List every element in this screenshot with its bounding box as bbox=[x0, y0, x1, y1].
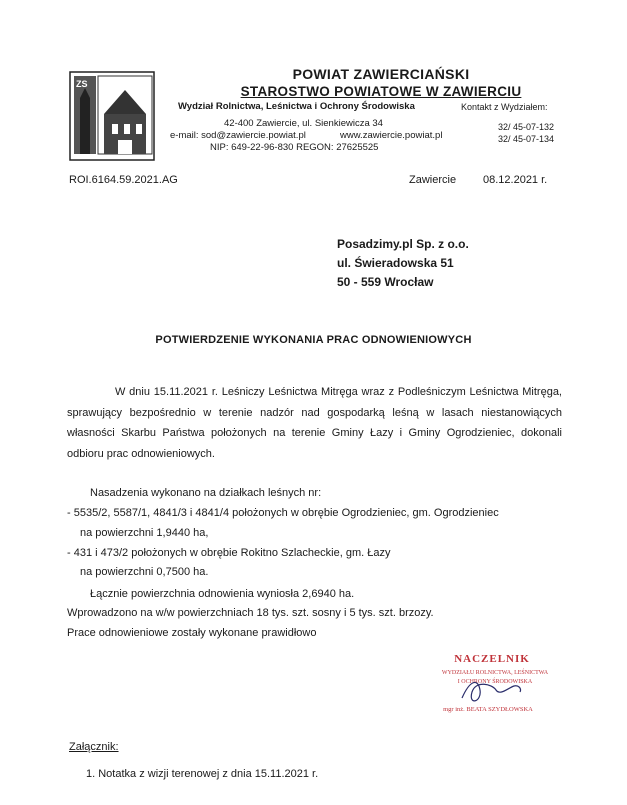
total-area: Łącznie powierzchnia odnowienia wyniosła 2,6940 ha. bbox=[90, 588, 355, 600]
introduced-trees: Wprowadzono na w/w powierzchniach 18 tys. szt. sosny i 5 tys. szt. brzozy. bbox=[67, 607, 434, 619]
intro-paragraph bbox=[67, 382, 562, 464]
crest-text: ZS bbox=[76, 79, 88, 89]
office-name: STAROSTWO POWIATOWE W ZAWIERCIU bbox=[240, 84, 522, 99]
org-name: POWIAT ZAWIERCIAŃSKI bbox=[292, 66, 470, 82]
document-date: 08.12.2021 r. bbox=[483, 174, 548, 186]
city: Zawiercie bbox=[409, 174, 457, 186]
recipient-city: 50 - 559 Wrocław bbox=[337, 275, 434, 289]
signature-icon bbox=[462, 682, 521, 700]
department-name: Wydział Rolnictwa, Leśnictwa i Ochrony Środowiska bbox=[178, 101, 415, 112]
phone-1: 32/ 45-07-132 bbox=[498, 122, 555, 132]
stamp-title: NACZELNIK bbox=[454, 653, 530, 665]
email: e-mail: sod@zawiercie.powiat.pl bbox=[170, 130, 306, 141]
contact-label: Kontakt z Wydziałem: bbox=[461, 102, 548, 112]
attachment-item: 1. Notatka z wizji terenowej z dnia 15.11.2021 r. bbox=[86, 768, 319, 780]
plot-1: - 5535/2, 5587/1, 4841/3 i 4841/4 położonych w obrębie Ogrodzieniec, gm. Ogrodzieniec bbox=[67, 507, 499, 519]
stamp-line-1: WYDZIAŁU ROLNICTWA, LEŚNICTWA bbox=[441, 670, 549, 676]
works-done: Prace odnowieniowe zostały wykonane prawidłowo bbox=[67, 627, 317, 639]
website: www.zawiercie.powiat.pl bbox=[340, 130, 443, 141]
coat-of-arms-logo bbox=[68, 70, 156, 162]
phone-2: 32/ 45-07-134 bbox=[498, 134, 555, 144]
recipient-street: ul. Świeradowska 51 bbox=[337, 256, 454, 270]
plot-2: - 431 i 473/2 położonych w obrębie Rokitno Szlacheckie, gm. Łazy bbox=[67, 547, 391, 559]
plantings-heading: Nasadzenia wykonano na działkach leśnych nr: bbox=[90, 487, 322, 499]
intro-text: W dniu 15.11.2021 r. Leśniczy Leśnictwa Mitręga wraz z Podleśniczym Leśnictwa Mitręga, sprawujący bezpośrednio w terenie nadzór nad gospodarką leśną w lasach niestanowiących własności Skarbu Państwa położonych na terenie Gminy Łazy i Gminy Ogrodzieniec, dokonali odbioru prac odnowieniowych. bbox=[67, 386, 562, 460]
official-stamp bbox=[400, 640, 575, 730]
nip-regon: NIP: 649-22-96-830 REGON: 27625525 bbox=[210, 142, 379, 153]
plot-1-area: na powierzchni 1,9440 ha, bbox=[80, 527, 209, 539]
address: 42-400 Zawiercie, ul. Sienkiewicza 34 bbox=[224, 118, 383, 129]
recipient-name: Posadzimy.pl Sp. z o.o. bbox=[337, 237, 469, 251]
reference-number: ROI.6164.59.2021.AG bbox=[69, 174, 178, 186]
stamp-name: mgr inż. BEATA SZYDŁOWSKA bbox=[443, 706, 533, 713]
plot-2-area: na powierzchni 0,7500 ha. bbox=[80, 566, 209, 578]
stamp-line-2: I OCHRONY ŚRODOWISKA bbox=[457, 679, 533, 685]
attachments-label: Załącznik: bbox=[69, 741, 119, 753]
document-title: POTWIERDZENIE WYKONANIA PRAC ODNOWIENIOWYCH bbox=[155, 334, 472, 346]
